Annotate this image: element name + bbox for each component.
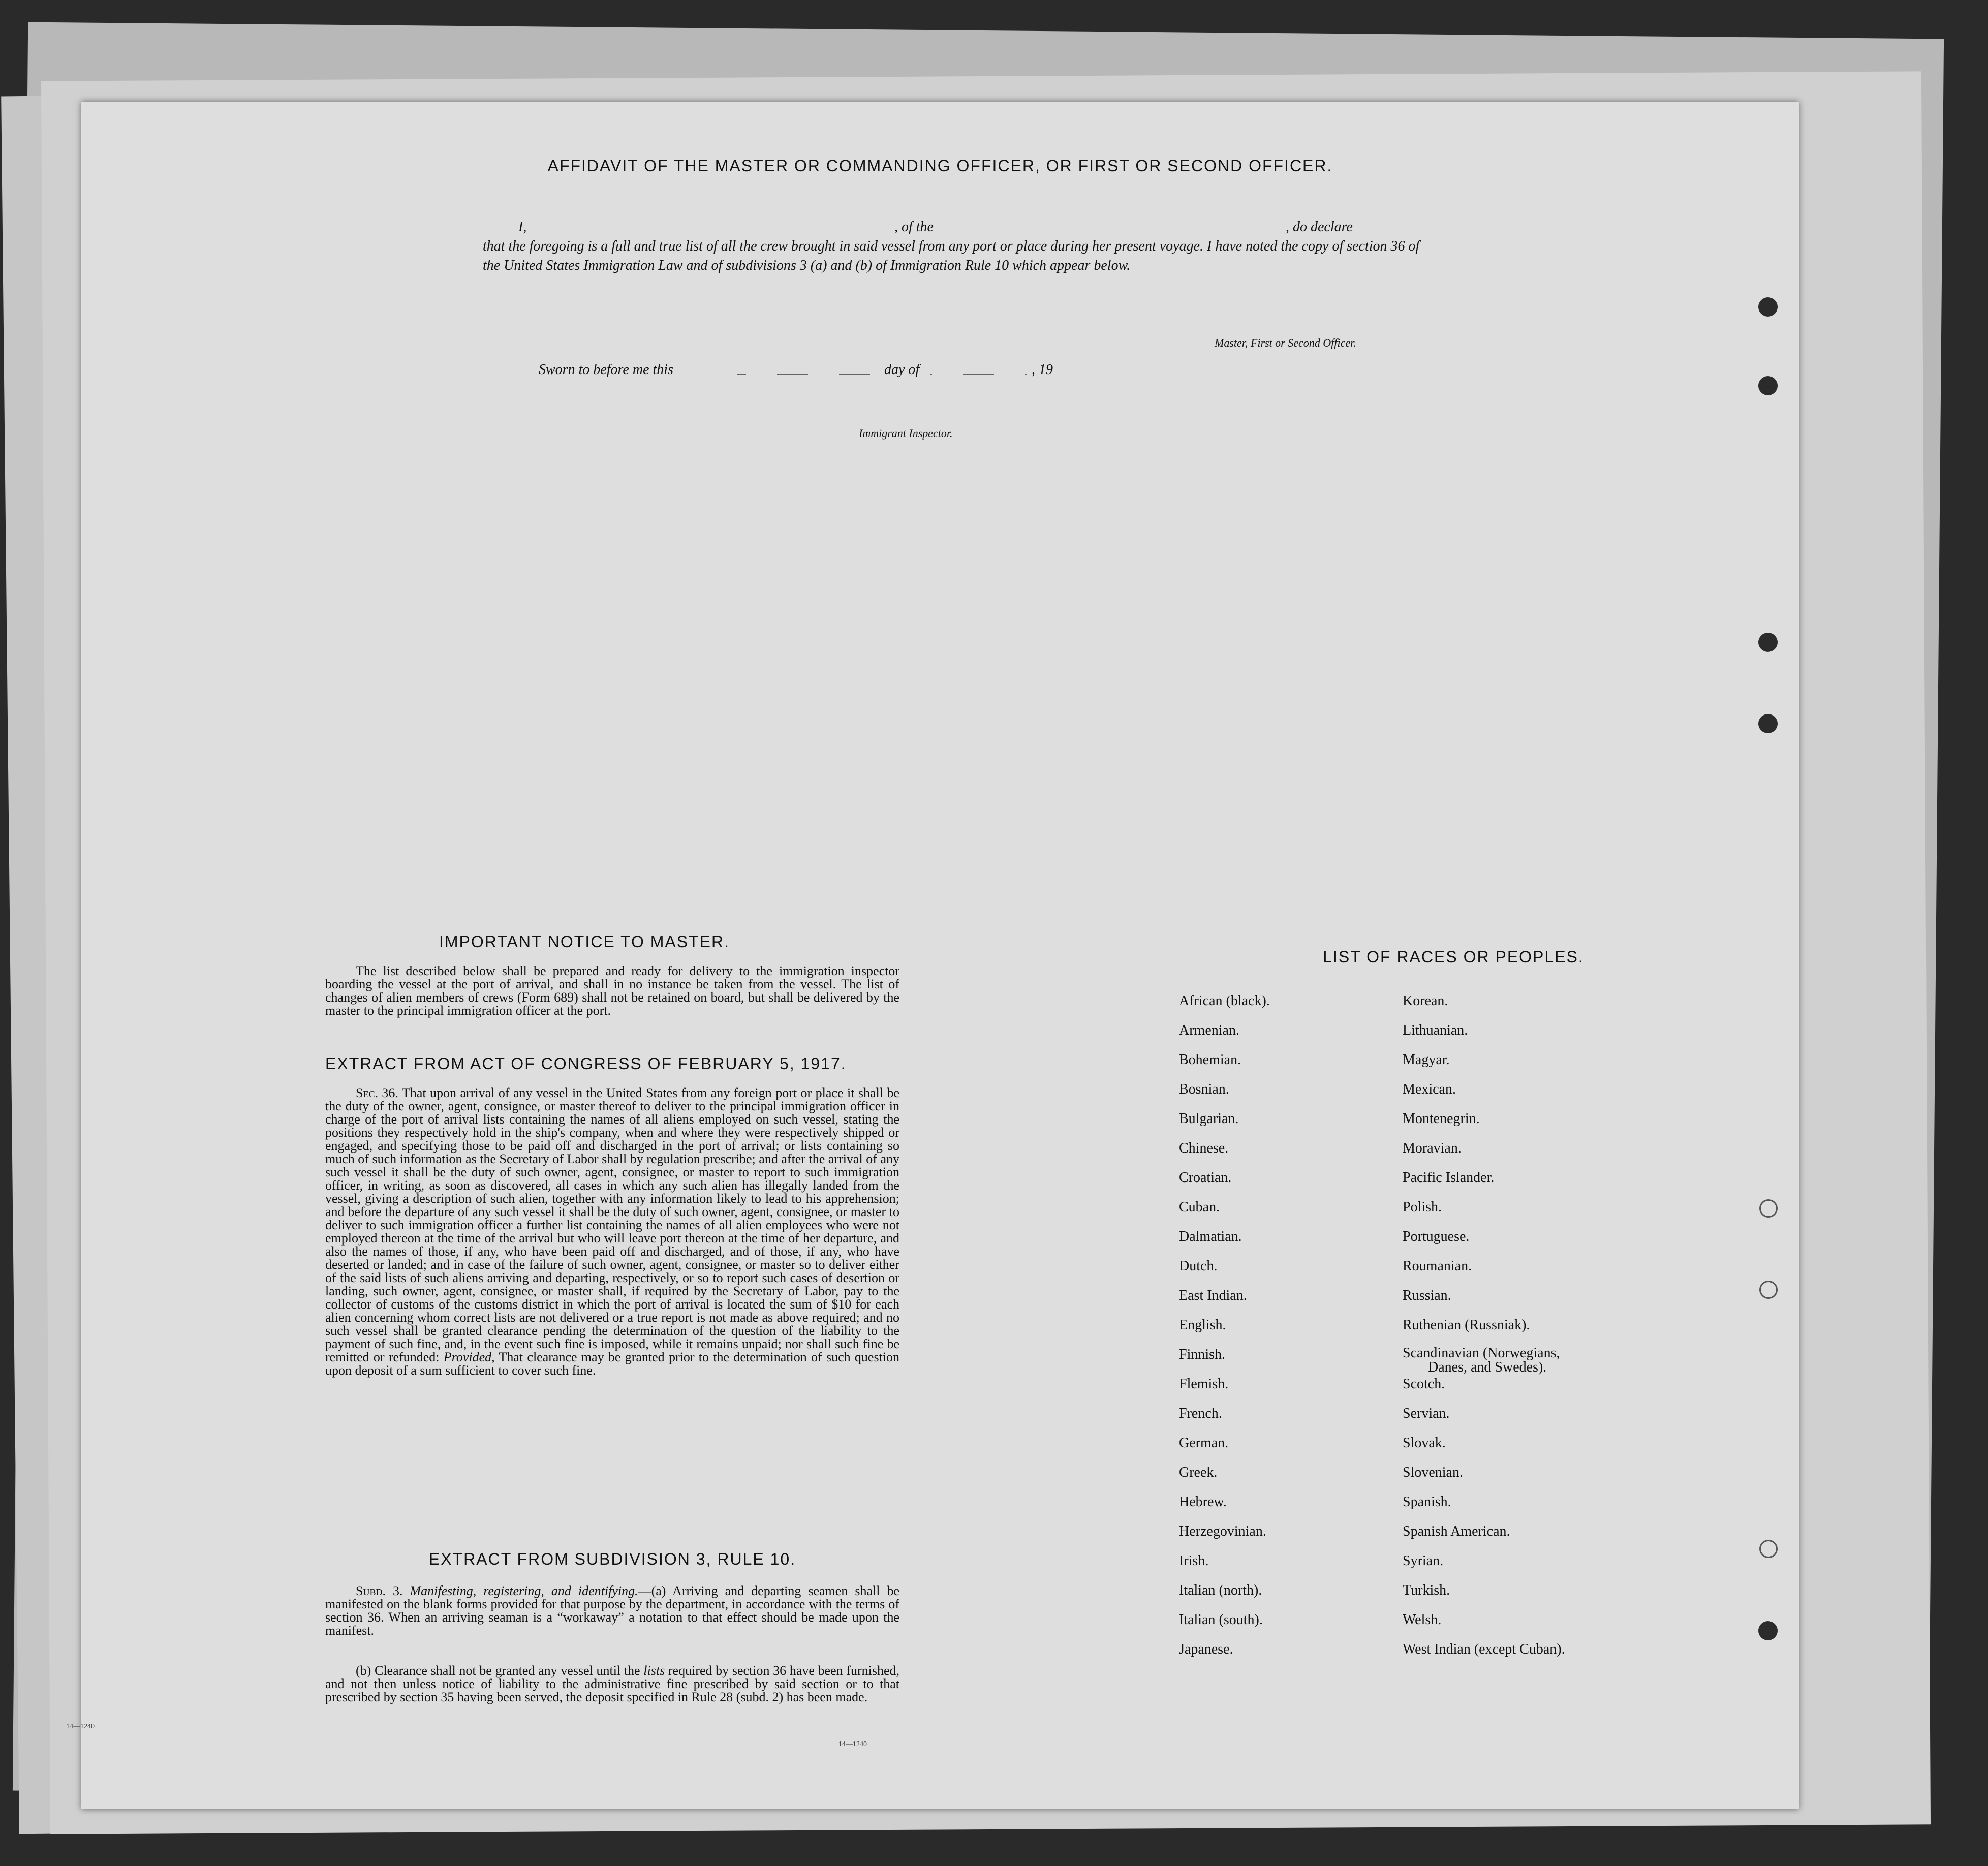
race-item: Lithuanian. xyxy=(1403,1022,1468,1038)
race-item: Scotch. xyxy=(1403,1376,1445,1392)
race-item: Greek. xyxy=(1179,1465,1218,1480)
subd-para-b-end: required by section 36 have been furnished, and not then unless notice of liability to the administrative fine prescribed by said section or to that prescribed by section 35 having been served, the deposit specified in Rule 28 (subd. 2) has been made. xyxy=(325,1663,900,1704)
day-blank[interactable] xyxy=(737,374,879,375)
race-item: Bosnian. xyxy=(1179,1081,1229,1097)
race-item: Pacific Islander. xyxy=(1403,1170,1495,1186)
sworn-text: Sworn to before me this xyxy=(539,362,673,378)
race-item: Italian (south). xyxy=(1179,1612,1263,1628)
affidavit-do-declare: , do declare xyxy=(1286,219,1353,235)
race-item: Magyar. xyxy=(1403,1052,1450,1068)
race-item: Bulgarian. xyxy=(1179,1111,1239,1127)
punch-hole xyxy=(1759,1281,1778,1299)
section-36-end: That clearance may be granted prior to the determination of such question upon deposit of a sum sufficient to cover such fine. xyxy=(325,1350,900,1378)
race-item: Welsh. xyxy=(1403,1612,1442,1628)
section-36-text xyxy=(325,1086,899,1377)
race-item: Polish. xyxy=(1403,1199,1442,1215)
race-item: Cuban. xyxy=(1179,1199,1220,1215)
punch-hole xyxy=(1758,633,1778,652)
race-item: Mexican. xyxy=(1403,1081,1456,1097)
punch-hole xyxy=(1758,297,1778,317)
race-item: Roumanian. xyxy=(1403,1258,1472,1274)
section-label: Sec. 36. xyxy=(356,1085,398,1100)
extract-rule-title: EXTRACT FROM SUBDIVISION 3, RULE 10. xyxy=(428,1550,796,1568)
affidavit-page xyxy=(81,102,1799,1809)
affidavit-i: I, xyxy=(518,219,527,235)
subd-para-a: —(a) Arriving and departing seamen shall be manifested on the blank forms provided for that purpose by the department, in accordance with the terms of section 36. When an arriving seaman is a “workaway” a notation to that effect should be made upon the manifest. xyxy=(325,1583,899,1638)
race-item: Montenegrin. xyxy=(1403,1111,1480,1127)
race-item: Chinese. xyxy=(1179,1140,1229,1156)
punch-hole xyxy=(1759,1540,1778,1558)
race-item: Korean. xyxy=(1403,993,1448,1009)
affidavit-title: AFFIDAVIT OF THE MASTER OR COMMANDING OFFICER, OR FIRST OR SECOND OFFICER. xyxy=(547,157,1333,175)
race-item: Dutch. xyxy=(1179,1258,1218,1274)
subd-heading: Manifesting, registering, and identifying. xyxy=(410,1583,638,1598)
race-item: Bohemian. xyxy=(1179,1052,1241,1068)
race-item: Herzegovinian. xyxy=(1179,1523,1266,1539)
extract-act-title: EXTRACT FROM ACT OF CONGRESS OF FEBRUARY 5, 1917. xyxy=(325,1054,847,1073)
punch-hole xyxy=(1759,1199,1778,1218)
race-item: Scandinavian (Norwegians, xyxy=(1403,1345,1560,1361)
race-item: Danes, and Swedes). xyxy=(1428,1359,1547,1375)
day-of-text: day of xyxy=(884,362,920,378)
subdivision-b-text xyxy=(325,1664,899,1704)
race-item: French. xyxy=(1179,1406,1222,1421)
race-item: Servian. xyxy=(1403,1406,1450,1421)
race-item: Irish. xyxy=(1179,1553,1209,1569)
form-number-left: 14—1240 xyxy=(66,1723,95,1730)
race-item: Hebrew. xyxy=(1179,1494,1227,1510)
race-item: Dalmatian. xyxy=(1179,1229,1242,1245)
affidavit-text xyxy=(483,217,1428,275)
punch-hole xyxy=(1758,714,1778,733)
race-item: Ruthenian (Russniak). xyxy=(1403,1317,1530,1333)
races-column-2 xyxy=(1403,992,1565,1670)
race-item: Slovak. xyxy=(1403,1435,1446,1451)
race-item: Croatian. xyxy=(1179,1170,1232,1186)
race-item: German. xyxy=(1179,1435,1229,1451)
race-item: Turkish. xyxy=(1403,1582,1450,1598)
race-item: Russian. xyxy=(1403,1288,1451,1303)
subd-para-b-lists: lists xyxy=(643,1663,665,1678)
race-item: Syrian. xyxy=(1403,1553,1444,1569)
section-36-body: That upon arrival of any vessel in the United States from any foreign port or place it shall be the duty of the owner, agent, consignee, or master thereof to deliver to the principal immigration officer in charge of the port of arrival lists containing the names of all aliens employed on such vessel, stating the positions they respectively hold in the ship's company, when and where they were respectively shipped or engaged, and specifying those to be paid off and discharged in the port of arrival; or lists containing so much of such information as the Secretary of Labor shall by regulation prescribe; and after the arrival of any such vessel it shall be the duty of such owner, agent, consignee, or master to report to such immigration officer, in writing, as soon as discovered, all cases in which any such alien has illegally landed from the vessel, giving a description of such alien, together with any information likely to lead to his apprehension; and before the departure of any such vessel it shall be the duty of such owner, agent, consignee, or master to deliver to such immigration officer a further list containing the names of all alien employees who were not employed thereon at the time of the arrival but who will leave port thereon at the time of her departure, and also the names of those, if any, who have been paid off and discharged, and of those, if any, who have deserted or landed; and in case of the failure of such owner, agent, consignee, or master so to deliver either of the said lists of such aliens arriving and departing, respectively, or so to report such cases of desertion or landing, such owner, agent, consignee, or master shall, if required by the Secretary of Labor, pay to the collector of customs of the customs district in which the port of arrival is located the sum of $10 for each alien concerning whom correct lists are not delivered or a true report is not made as above required; and no such vessel shall be granted clearance pending the determination of the question of the liability to the payment of such fine, and, in the event such fine is imposed, while it remains unpaid; nor shall such fine be remitted or refunded: xyxy=(325,1085,899,1364)
subd-label: Subd. 3. xyxy=(356,1583,403,1598)
race-item: Moravian. xyxy=(1403,1140,1462,1156)
race-item: East Indian. xyxy=(1179,1288,1247,1303)
notice-text: The list described below shall be prepared and ready for delivery to the immigration inspector boarding the vessel at the port of arrival, and shall in no instance be taken from the vessel. The list of changes of alien members of crews (Form 689) shall not be retained on board, but shall be delivered by the master to the principal immigration officer at the port. xyxy=(325,963,899,1018)
race-item: Japanese. xyxy=(1179,1641,1233,1657)
punch-hole xyxy=(1758,1621,1778,1640)
race-item: Armenian. xyxy=(1179,1022,1239,1038)
form-number: 14—1240 xyxy=(838,1740,867,1748)
race-item: Flemish. xyxy=(1179,1376,1229,1392)
sworn-row xyxy=(539,362,1199,382)
race-item: English. xyxy=(1179,1317,1226,1333)
races-column-1 xyxy=(1179,992,1270,1670)
month-blank[interactable] xyxy=(930,374,1027,375)
subdivision-a-text xyxy=(325,1584,899,1637)
race-item: African (black). xyxy=(1179,993,1270,1009)
race-item: Portuguese. xyxy=(1403,1229,1470,1245)
year-text: , 19 xyxy=(1032,362,1053,378)
race-item: Finnish. xyxy=(1179,1347,1226,1362)
affidavit-body-text: that the foregoing is a full and true list of all the crew brought in said vessel from any port or place during her present voyage. I have noted the copy of section 36 of the United States Immigration Law and of subdivisions 3 (a) and (b) of Immigration Rule 10 which appear below. xyxy=(483,238,1420,273)
provided-word: Provided, xyxy=(443,1350,495,1364)
race-item: Spanish. xyxy=(1403,1494,1451,1510)
races-title: LIST OF RACES OR PEOPLES. xyxy=(1323,948,1584,966)
inspector-label: Immigrant Inspector. xyxy=(859,427,953,440)
master-signature-label: Master, First or Second Officer. xyxy=(1215,336,1356,349)
subd-para-b-start: (b) Clearance shall not be granted any vessel until the xyxy=(356,1663,640,1678)
affidavit-of-the: , of the xyxy=(894,219,934,235)
race-item: West Indian (except Cuban). xyxy=(1403,1641,1565,1657)
race-item: Spanish American. xyxy=(1403,1523,1510,1539)
race-item: Slovenian. xyxy=(1403,1465,1463,1480)
notice-title: IMPORTANT NOTICE TO MASTER. xyxy=(439,932,730,951)
punch-hole xyxy=(1758,376,1778,395)
race-item: Italian (north). xyxy=(1179,1582,1262,1598)
